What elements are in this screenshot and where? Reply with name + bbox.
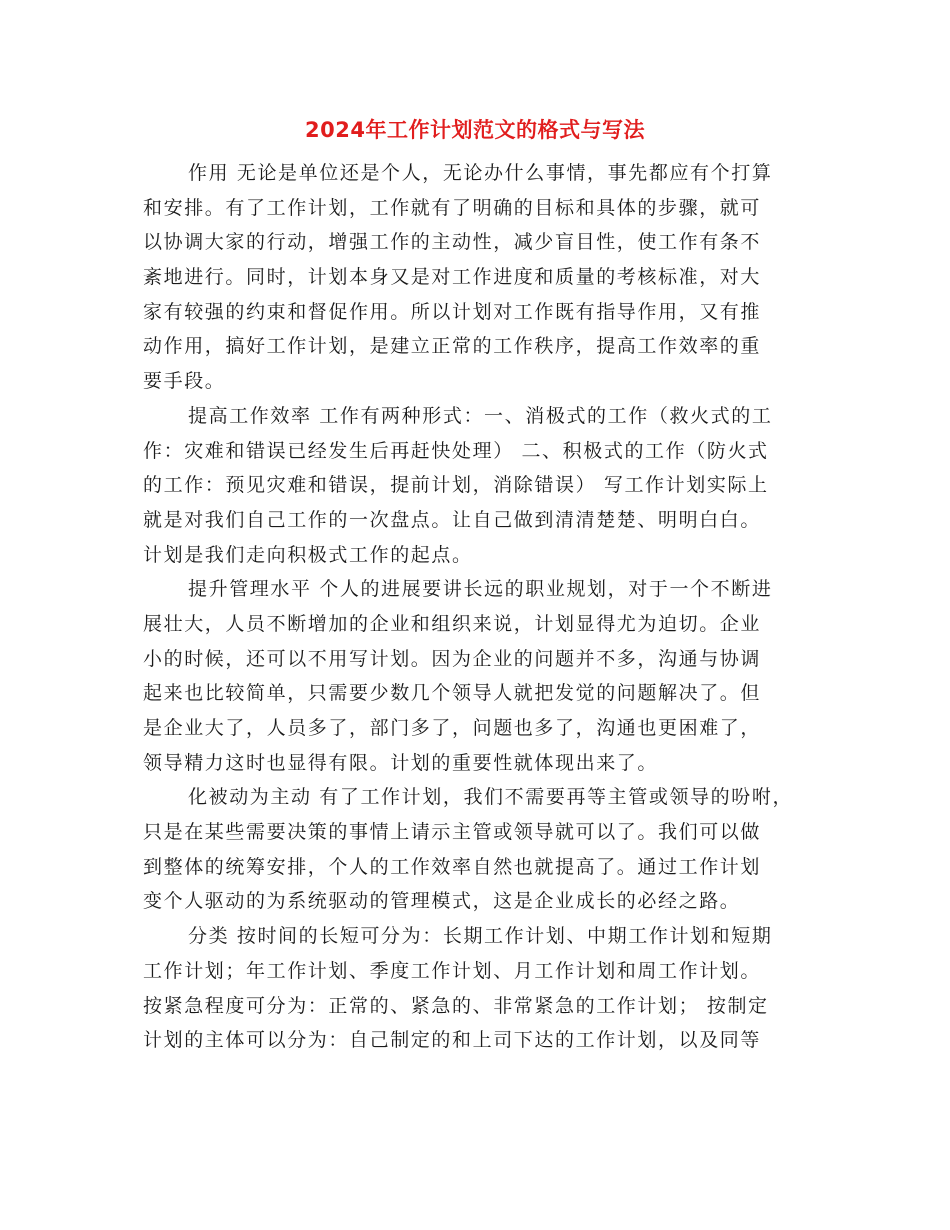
text-line: 展壮大，人员不断增加的企业和组织来说，计划显得尤为迫切。企业: [143, 612, 762, 635]
text-line: 工作计划；年工作计划、季度工作计划、月工作计划和周工作计划。: [143, 959, 762, 982]
text-line: 作：灾难和错误已经发生后再赶快处理） 二、积极式的工作（防火式: [143, 439, 769, 462]
text-line: 领导精力这时也显得有限。计划的重要性就体现出来了。: [143, 751, 659, 774]
text-line: 就是对我们自己工作的一次盘点。让自己做到清清楚楚、明明白白。: [143, 508, 762, 531]
text-line: 提高工作效率 工作有两种形式：一、消极式的工作（救火式的工: [188, 404, 773, 427]
text-line: 是企业大了，人员多了，部门多了，问题也多了，沟通也更困难了，: [143, 717, 762, 739]
document-title: 2024年工作计划范文的格式与写法: [305, 118, 645, 142]
text-line: 分类 按时间的长短可分为：长期工作计划、中期工作计划和短期: [188, 925, 773, 948]
text-line: 小的时候，还可以不用写计划。因为企业的问题并不多，沟通与协调: [143, 647, 762, 670]
text-line: 提升管理水平 个人的进展要讲长远的职业规划，对于一个不断进: [188, 578, 773, 601]
text-line: 只是在某些需要决策的事情上请示主管或领导就可以了。我们可以做: [143, 821, 762, 844]
text-line: 动作用，搞好工作计划，是建立正常的工作秩序，提高工作效率的重: [143, 335, 762, 358]
text-line: 和安排。有了工作计划，工作就有了明确的目标和具体的步骤，就可: [143, 196, 762, 219]
text-line: 以协调大家的行动，增强工作的主动性，减少盲目性，使工作有条不: [143, 231, 762, 254]
text-line: 按紧急程度可分为：正常的、紧急的、非常紧急的工作计划； 按制定: [143, 994, 769, 1017]
document-body: [143, 156, 823, 1058]
text-line: 的工作：预见灾难和错误，提前计划，消除错误） 写工作计划实际上: [143, 474, 769, 497]
text-line: 起来也比较简单，只需要少数几个领导人就把发觉的问题解决了。但: [143, 682, 762, 705]
text-line: 化被动为主动 有了工作计划，我们不需要再等主管或领导的吩咐，: [188, 786, 794, 809]
text-line: 变个人驱动的为系统驱动的管理模式，这是企业成长的必经之路。: [143, 890, 741, 913]
text-line: 计划的主体可以分为：自己制定的和上司下达的工作计划，以及同等: [143, 1029, 762, 1052]
text-line: 家有较强的约束和督促作用。所以计划对工作既有指导作用，又有推: [143, 300, 762, 323]
text-line: 作用 无论是单位还是个人，无论办什么事情，事先都应有个打算: [188, 162, 773, 184]
text-line: 到整体的统筹安排，个人的工作效率自然也就提高了。通过工作计划: [143, 855, 762, 878]
text-line: 紊地进行。同时，计划本身又是对工作进度和质量的考核标准，对大: [143, 266, 762, 289]
text-line: 计划是我们走向积极式工作的起点。: [143, 543, 473, 566]
text-line: 要手段。: [143, 370, 226, 393]
